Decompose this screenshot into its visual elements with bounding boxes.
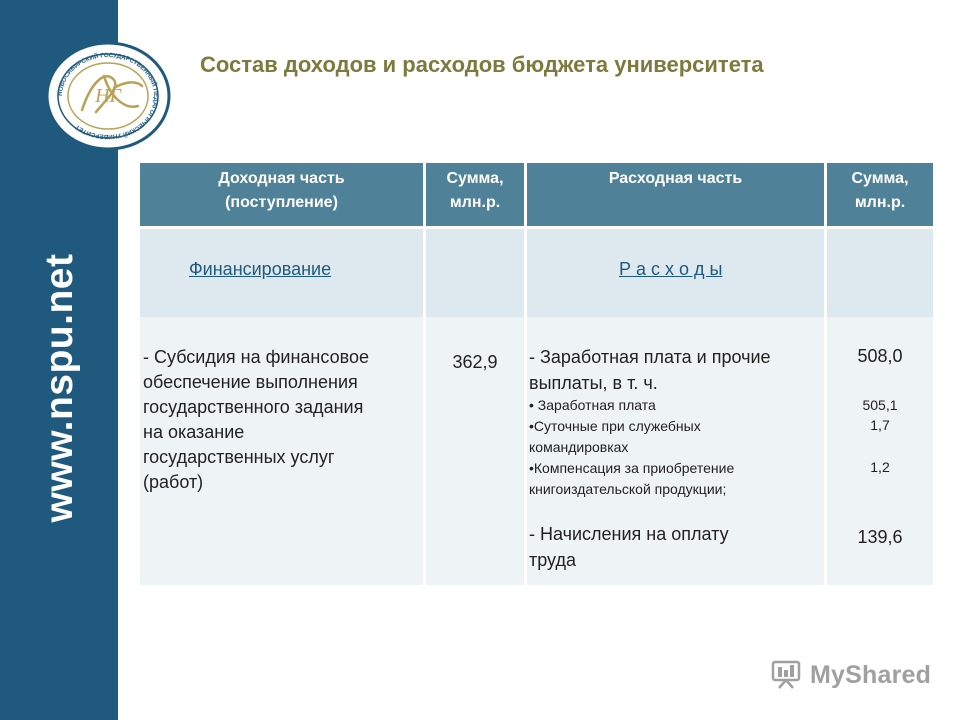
expense-accruals-line: - Начисления на оплату [529,524,729,544]
emblem-monogram: НГ [95,85,121,107]
sum-total: 508,0 [857,346,903,366]
income-line: государственных услуг [143,447,335,467]
expense-accruals-line: труда [529,550,576,570]
expense-item: •Суточные при служебных [529,418,701,434]
sum-accruals: 139,6 [857,527,903,547]
site-url: www.nspu.net [38,253,81,523]
myshared-text: MyShared [810,660,932,689]
subheader-sum-cell [426,229,524,317]
header-sum-expense: Сумма, млн.р. [827,163,933,226]
subheader-expenses: Р а с х о д ы [619,259,723,279]
income-line: - Субсидия на финансовое [143,347,369,367]
income-line: на оказание [143,422,245,442]
page-title: Состав доходов и расходов бюджета университета [200,52,764,77]
subheader-financing: Финансирование [189,259,332,279]
income-sum: 362,9 [452,352,498,372]
subheader-sum2-cell [827,229,933,317]
expense-item: книгоиздательской продукции; [529,481,727,497]
expense-item: • Заработная плата [529,397,656,413]
sum-per-diem: 1,7 [870,417,890,433]
expense-item: •Компенсация за приобретение [529,460,735,476]
sum-salary: 505,1 [862,397,898,413]
income-line: государственного задания [143,397,364,417]
header-sum-income: Сумма, млн.р. [426,163,524,226]
myshared-watermark [770,660,931,690]
income-line: (работ) [143,472,204,492]
expense-item: командировках [529,439,629,455]
emblem-ring-text: НОВОСИБИРСКИЙ ГОСУДАРСТВЕННЫЙ ПЕДАГОГИЧЕСКИЙ УНИВЕРСИТЕТ [56,51,160,141]
myshared-logo-icon [770,660,804,690]
university-emblem-icon [44,40,172,152]
budget-table [140,163,933,585]
header-income: Доходная часть (поступление) [140,163,423,226]
expense-main-line: - Заработная плата и прочие [529,347,771,367]
income-line: обеспечение выполнения [143,372,358,392]
header-expense: Расходная часть [527,163,824,226]
expense-main-line: выплаты, в т. ч. [529,373,658,393]
sum-compensation: 1,2 [870,459,890,475]
